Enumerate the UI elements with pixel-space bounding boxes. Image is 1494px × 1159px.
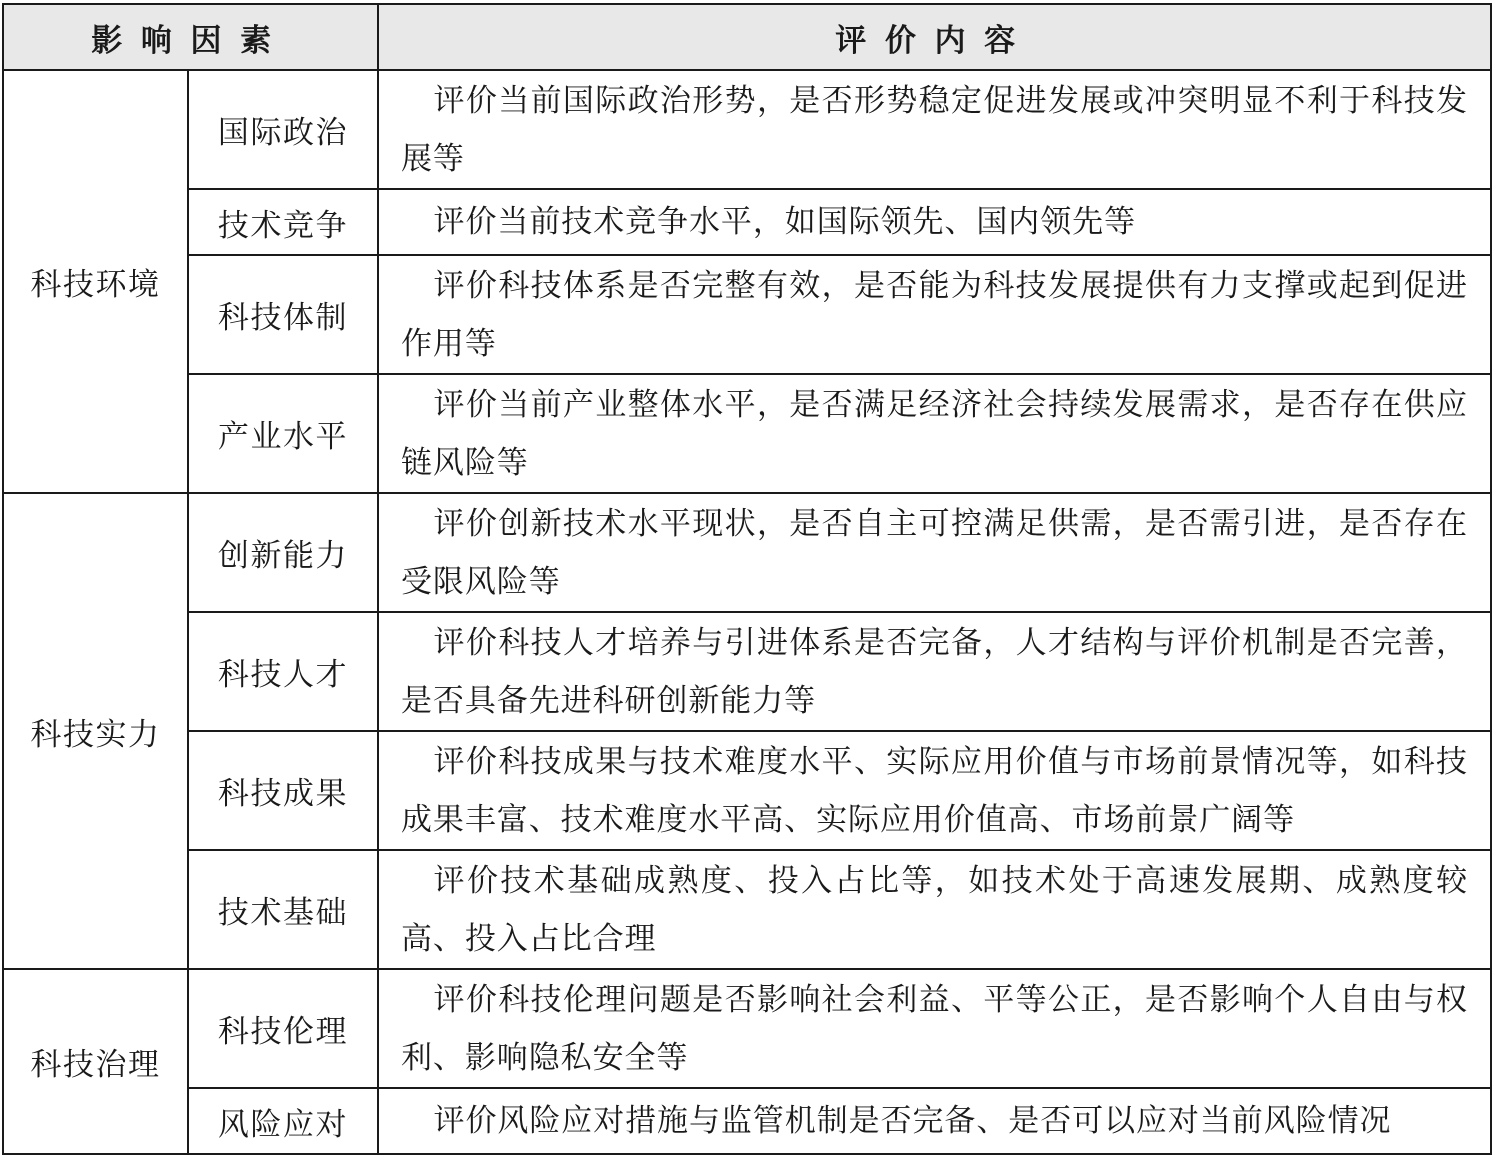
table-row [3,969,1491,1088]
content-cell: 评价技术基础成熟度、投入占比等，如技术处于高速发展期、成熟度较高、投入占比合理 [378,850,1491,969]
table-row [3,612,1491,731]
table-row [3,374,1491,493]
table-row [3,70,1491,189]
factor-cell: 科技体制 [188,255,378,374]
content-cell: 评价科技人才培养与引进体系是否完备，人才结构与评价机制是否完善，是否具备先进科研创新能力等 [378,612,1491,731]
category-cell: 科技环境 [3,70,188,493]
table-row [3,255,1491,374]
content-cell: 评价科技体系是否完整有效，是否能为科技发展提供有力支撑或起到促进作用等 [378,255,1491,374]
category-cell: 科技治理 [3,969,188,1154]
table-row [3,493,1491,612]
content-cell: 评价科技伦理问题是否影响社会利益、平等公正，是否影响个人自由与权利、影响隐私安全等 [378,969,1491,1088]
category-cell: 科技实力 [3,493,188,969]
factor-cell: 科技成果 [188,731,378,850]
content-cell: 评价风险应对措施与监管机制是否完备、是否可以应对当前风险情况 [378,1088,1491,1154]
table-row [3,189,1491,255]
header-content: 评价内容 [378,4,1491,70]
factor-cell: 创新能力 [188,493,378,612]
content-cell: 评价当前产业整体水平，是否满足经济社会持续发展需求，是否存在供应链风险等 [378,374,1491,493]
table-row [3,1088,1491,1154]
factor-cell: 技术竞争 [188,189,378,255]
factor-cell: 科技伦理 [188,969,378,1088]
table-header-row [3,4,1491,70]
content-cell: 评价创新技术水平现状，是否自主可控满足供需，是否需引进，是否存在受限风险等 [378,493,1491,612]
content-cell: 评价当前技术竞争水平，如国际领先、国内领先等 [378,189,1491,255]
header-factor: 影响因素 [3,4,378,70]
factor-cell: 国际政治 [188,70,378,189]
factor-cell: 科技人才 [188,612,378,731]
content-cell: 评价科技成果与技术难度水平、实际应用价值与市场前景情况等，如科技成果丰富、技术难度水平高、实际应用价值高、市场前景广阔等 [378,731,1491,850]
factor-cell: 产业水平 [188,374,378,493]
factor-cell: 风险应对 [188,1088,378,1154]
evaluation-table [2,3,1492,1155]
table-row [3,731,1491,850]
table-row [3,850,1491,969]
content-cell: 评价当前国际政治形势，是否形势稳定促进发展或冲突明显不利于科技发展等 [378,70,1491,189]
factor-cell: 技术基础 [188,850,378,969]
